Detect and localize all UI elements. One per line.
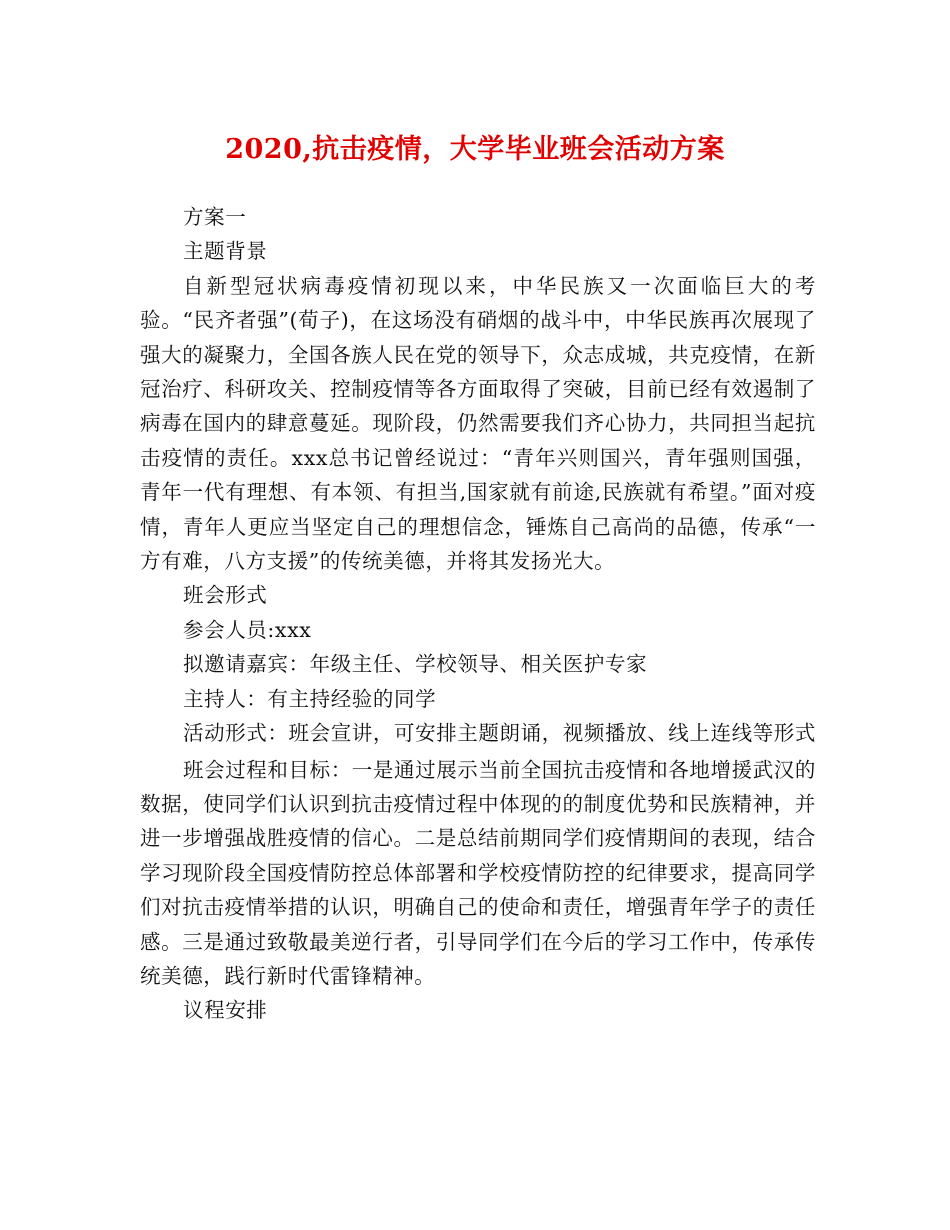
document-body xyxy=(140,200,816,1028)
paragraph-host: 主持人：有主持经验的同学 xyxy=(183,686,437,711)
paragraph-process-and-goals: 班会过程和目标：一是通过展示当前全国抗击疫情和各地增援武汉的数据，使同学们认识到抗击疫情过程中体现的的制度优势和民族精神，并进一步增强战胜疫情的信心。二是总结前期同学们疫情期间的表现，结合学习现阶段全国疫情防控总体部署和学校疫情防控的纪律要求，提高同学们对抗击疫情举措的认识，明确自己的使命和责任，增强青年学子的责任感。三是通过致敬最美逆行者，引导同学们在今后的学习工作中，传承传统美德，践行新时代雷锋精神。 xyxy=(140,757,816,988)
paragraph-invited-guests: 拟邀请嘉宾：年级主任、学校领导、相关医护专家 xyxy=(183,652,648,677)
paragraph-plan-one: 方案一 xyxy=(183,205,247,229)
paragraph-activity-format: 活动形式：班会宣讲，可安排主题朗诵，视频播放、线上连线等形式 xyxy=(183,721,816,746)
paragraph-background: 自新型冠状病毒疫情初现以来，中华民族又一次面临巨大的考验。“民齐者强”(荀子)，在这场没有硝烟的战斗中，中华民族再次展现了强大的凝聚力，全国各族人民在党的领导下，众志成城，共克疫情，在新冠治疗、科研攻关、控制疫情等各方面取得了突破，目前已经有效遏制了病毒在国内的肆意蔓延。现阶段，仍然需要我们齐心协力，共同担当起抗击疫情的责任。xxx总书记曾经说过：“青年兴则国兴，青年强则国强，青年一代有理想、有本领、有担当,国家就有前途,民族就有希望。”面对疫情，青年人更应当坚定自己的理想信念，锤炼自己高尚的品德，传承“一方有难，八方支援”的传统美德，并将其发扬光大。 xyxy=(140,273,816,574)
document-title: 2020,抗击疫情，大学毕业班会活动方案 xyxy=(225,134,725,165)
heading-agenda: 议程安排 xyxy=(183,998,268,1023)
heading-meeting-format: 班会形式 xyxy=(183,583,268,608)
paragraph-attendees: 参会人员:xxx xyxy=(183,617,312,642)
heading-theme-background: 主题背景 xyxy=(183,239,268,264)
